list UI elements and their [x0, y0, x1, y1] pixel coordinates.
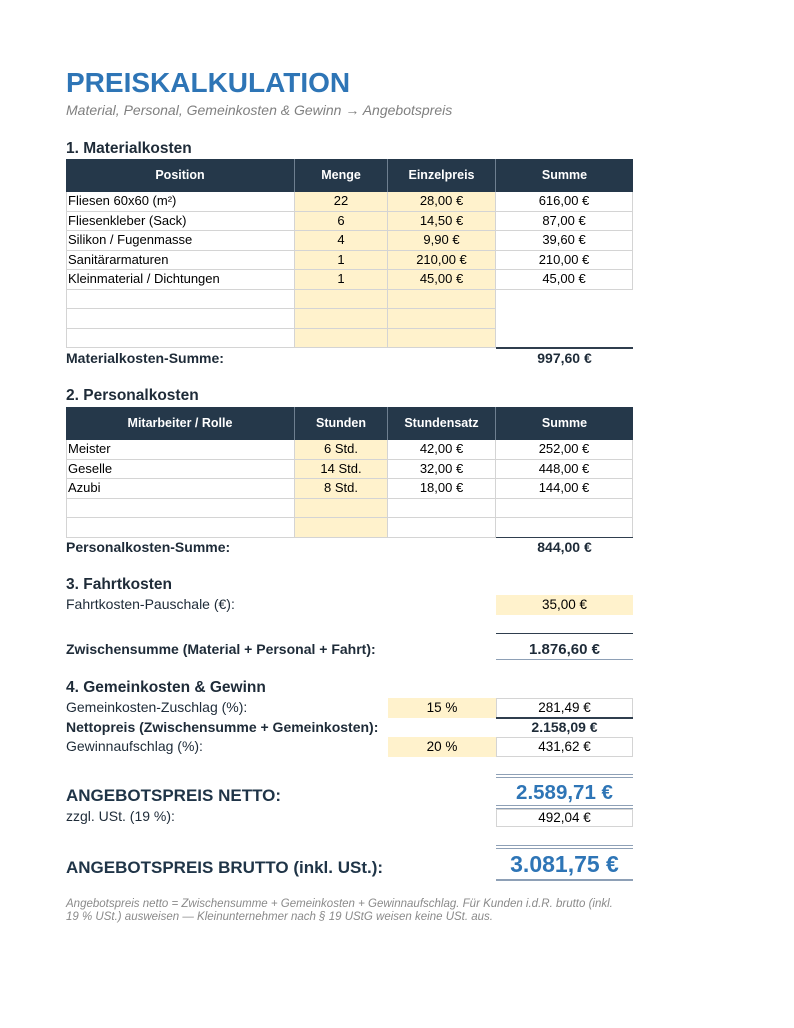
cell-total	[496, 518, 633, 538]
personnel-table-header	[66, 407, 633, 440]
cell-hourly-rate: 18,00 €	[388, 479, 496, 499]
cell-unit-price: 28,00 €	[388, 192, 496, 212]
cell-unit-price	[388, 329, 496, 349]
cell-quantity	[295, 329, 388, 349]
table-row-empty	[66, 499, 633, 519]
cell-role: Geselle	[66, 460, 295, 480]
column-header-hourly-rate: Stundensatz	[388, 407, 496, 440]
profit-label: Gewinnaufschlag (%):	[66, 738, 203, 754]
cell-position: Sanitärarmaturen	[66, 251, 295, 271]
table-row	[66, 231, 633, 251]
page-title: PREISKALKULATION	[66, 67, 351, 98]
offer-gross-underline	[496, 879, 633, 881]
cell-role	[66, 499, 295, 519]
cell-hours: 6 Std.	[295, 440, 388, 460]
section-heading-travel: 3. Fahrtkosten	[66, 576, 172, 593]
profit-value: 431,62 €	[496, 737, 633, 757]
cell-hours	[295, 499, 388, 519]
cell-quantity: 1	[295, 270, 388, 290]
cell-quantity	[295, 309, 388, 329]
column-header-total: Summe	[541, 168, 588, 182]
table-row	[66, 270, 633, 290]
overhead-label: Gemeinkosten-Zuschlag (%):	[66, 699, 248, 715]
personnel-sum-label: Personalkosten-Summe:	[66, 539, 231, 555]
cell-position	[66, 309, 295, 329]
material-table-header	[66, 159, 633, 192]
cell-position	[66, 290, 295, 310]
cell-unit-price	[388, 309, 496, 329]
table-row	[66, 479, 633, 499]
table-row-empty	[66, 329, 633, 349]
cell-role	[66, 518, 295, 538]
column-header-position: Position	[66, 159, 295, 192]
table-row-empty	[66, 518, 633, 538]
travel-flat-rate-input-cell: 35,00 €	[496, 595, 633, 615]
cell-quantity: 1	[295, 251, 388, 271]
cell-position: Fliesenkleber (Sack)	[66, 212, 295, 232]
cell-total	[496, 290, 633, 310]
cell-total: 210,00 €	[496, 251, 633, 271]
cell-position: Kleinmaterial / Dichtungen	[66, 270, 295, 290]
cell-role: Meister	[66, 440, 295, 460]
table-row-empty	[66, 309, 633, 329]
cell-hours	[295, 518, 388, 538]
cell-position	[66, 329, 295, 349]
cell-total: 616,00 €	[496, 192, 633, 212]
cell-total: 448,00 €	[496, 460, 633, 480]
cell-hourly-rate	[388, 518, 496, 538]
cell-quantity: 22	[295, 192, 388, 212]
cell-total	[496, 329, 633, 349]
footnote: Angebotspreis netto = Zwischensumme + Gemeinkosten + Gewinnaufschlag. Für Kunden i.d.R. brutto (inkl. 19 % USt.) ausweisen — Kleinunternehmer nach § 19 UStG weisen keine USt. aus.	[66, 898, 613, 923]
material-sum-value: 997,60 €	[537, 350, 592, 366]
cell-quantity: 6	[295, 212, 388, 232]
cell-total: 45,00 €	[496, 270, 633, 290]
column-header-quantity: Menge	[295, 159, 388, 192]
cell-quantity: 4	[295, 231, 388, 251]
material-table	[66, 159, 633, 348]
table-row	[66, 440, 633, 460]
cell-hours: 14 Std.	[295, 460, 388, 480]
section-heading-personnel: 2. Personalkosten	[66, 387, 199, 404]
cell-hourly-rate	[388, 499, 496, 519]
cell-unit-price: 14,50 €	[388, 212, 496, 232]
offer-net-double-rule	[496, 774, 633, 775]
personnel-sum-value: 844,00 €	[537, 539, 592, 555]
offer-net-label: ANGEBOTSPREIS NETTO:	[66, 786, 282, 805]
cell-position: Silikon / Fugenmasse	[66, 231, 295, 251]
cell-total	[496, 309, 633, 329]
offer-net-value: 2.589,71 €	[516, 781, 613, 804]
cell-unit-price: 45,00 €	[388, 270, 496, 290]
offer-gross-double-rule	[496, 848, 633, 849]
table-row	[66, 192, 633, 212]
column-header-role: Mitarbeiter / Rolle	[66, 407, 295, 440]
cell-total: 252,00 €	[496, 440, 633, 460]
net-price-value: 2.158,09 €	[531, 718, 598, 735]
table-row	[66, 212, 633, 232]
cell-total: 87,00 €	[496, 212, 633, 232]
cell-hourly-rate: 32,00 €	[388, 460, 496, 480]
table-row-empty	[66, 290, 633, 310]
offer-gross-value: 3.081,75 €	[510, 851, 619, 877]
subtotal-bottom-rule	[496, 659, 633, 661]
cell-quantity	[295, 290, 388, 310]
table-row	[66, 251, 633, 271]
cell-position: Fliesen 60x60 (m²)	[66, 192, 295, 212]
table-row	[66, 460, 633, 480]
overhead-value: 281,49 €	[496, 698, 633, 718]
vat-value: 492,04 €	[496, 809, 633, 828]
cell-hourly-rate: 42,00 €	[388, 440, 496, 460]
subtotal-value: 1.876,60 €	[529, 641, 600, 658]
column-header-unit-price: Einzelpreis	[388, 159, 496, 192]
offer-net-double-rule	[496, 777, 633, 778]
offer-gross-label: ANGEBOTSPREIS BRUTTO (inkl. USt.):	[66, 858, 384, 877]
page-subtitle: Material, Personal, Gemeinkosten & Gewinn → Angebotspreis	[66, 102, 453, 118]
cell-hours: 8 Std.	[295, 479, 388, 499]
subtotal-top-rule	[496, 633, 633, 635]
offer-gross-double-rule	[496, 845, 633, 846]
personnel-table	[66, 407, 633, 538]
travel-flat-rate-label: Fahrtkosten-Pauschale (€):	[66, 596, 235, 612]
overhead-rate-input-cell: 15 %	[388, 698, 496, 718]
cell-unit-price: 9,90 €	[388, 231, 496, 251]
section-heading-overhead-profit: 4. Gemeinkosten & Gewinn	[66, 679, 266, 696]
cell-unit-price: 210,00 €	[388, 251, 496, 271]
material-sum-label: Materialkosten-Summe:	[66, 350, 224, 366]
cell-total	[496, 499, 633, 519]
cell-total: 144,00 €	[496, 479, 633, 499]
cell-total: 39,60 €	[496, 231, 633, 251]
cell-unit-price	[388, 290, 496, 310]
net-price-label: Nettopreis (Zwischensumme + Gemeinkosten):	[66, 718, 379, 735]
column-header-total: Summe	[541, 416, 588, 430]
cell-role: Azubi	[66, 479, 295, 499]
column-header-hours: Stunden	[295, 407, 388, 440]
section-heading-material: 1. Materialkosten	[66, 140, 192, 157]
profit-rate-input-cell: 20 %	[388, 737, 496, 757]
subtotal-label: Zwischensumme (Material + Personal + Fahrt):	[66, 641, 376, 657]
vat-label: zzgl. USt. (19 %):	[66, 808, 175, 824]
offer-net-underline	[496, 805, 633, 806]
